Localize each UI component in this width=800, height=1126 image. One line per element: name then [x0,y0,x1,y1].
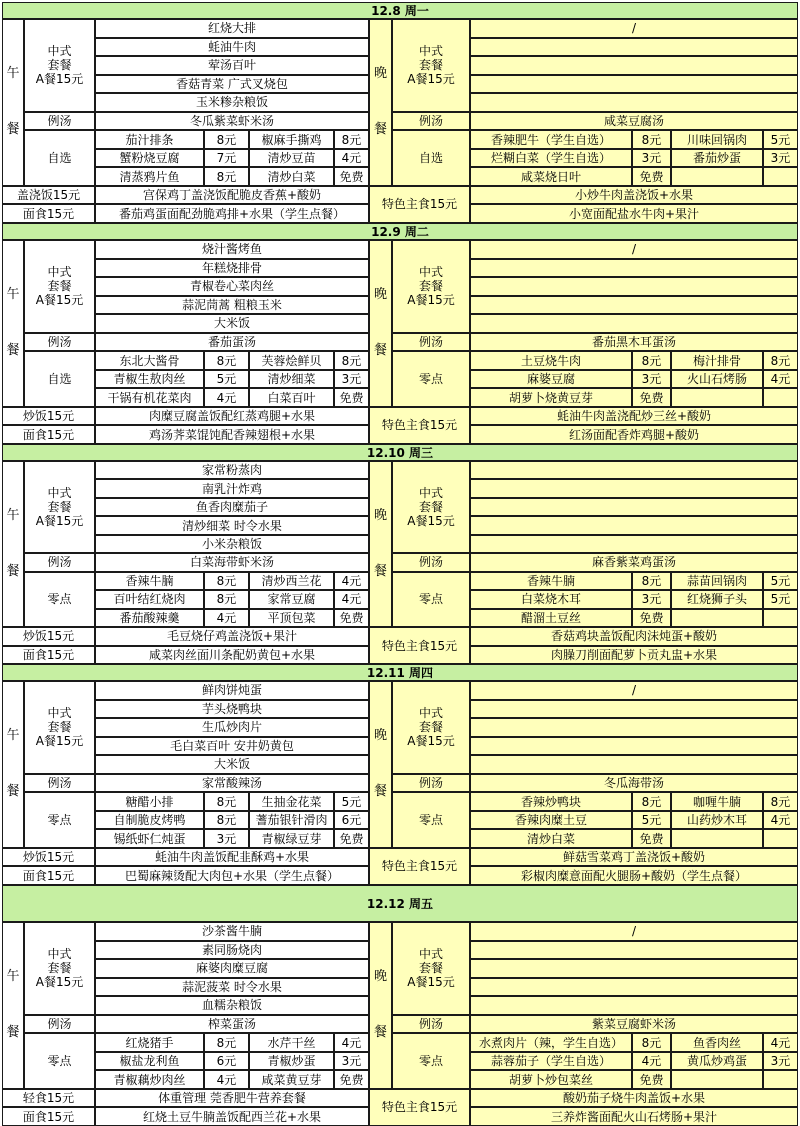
dinner-extra-name: 白菜烧木耳 [470,590,632,608]
lunch-extra-price: 8元 [334,351,369,370]
lunch-extra-name: 平顶包菜 [249,609,334,627]
dinner-extra-price: 3元 [632,590,671,608]
dinner-special-label: 特色主食15元 [369,627,470,664]
lunch-extra-name: 生抽金花菜 [249,792,334,811]
dinner-extra-price: 8元 [632,1033,671,1052]
lunch-extra-label: 零点 [24,1033,95,1089]
dinner-combo-item [470,93,798,112]
lunch-soup: 榨菜蛋汤 [95,1015,369,1034]
dinner-special-item: 肉臊刀削面配萝卜贡丸盅+水果 [470,646,798,664]
dinner-soup-label: 例汤 [392,333,470,352]
dinner-combo-item [470,38,798,57]
lunch-special-item: 鸡汤荠菜馄饨配香辣翅根+水果 [95,425,369,444]
lunch-extra-name: 百叶结红烧肉 [95,590,204,608]
lunch-combo-item: 芋头烧鸭块 [95,700,369,719]
lunch-combo-label: 中式 套餐 A餐15元 [24,19,95,112]
lunch-extra-name: 自制脆皮烤鸭 [95,811,204,830]
lunch-combo-item: 沙茶酱牛腩 [95,922,369,941]
lunch-extra-name: 番茄酸辣羹 [95,609,204,627]
dinner-extra-name: 香辣炒鸭块 [470,792,632,811]
dinner-extra-price: 5元 [763,130,798,149]
dinner-extra-price: 8元 [632,792,671,811]
dinner-combo-label: 中式 套餐 A餐15元 [392,922,470,1015]
lunch-combo-item: 素同肠烧肉 [95,941,369,960]
dinner-extra-name: 烂糊白菜（学生自选） [470,149,632,168]
lunch-label: 午 餐 [2,240,24,407]
dinner-soup: 冬瓜海带汤 [470,774,798,793]
dinner-extra-price: 4元 [763,811,798,830]
lunch-extra-name: 红烧猪手 [95,1033,204,1052]
lunch-extra-name: 青椒生敖肉丝 [95,370,204,389]
dinner-special-label: 特色主食15元 [369,407,470,444]
lunch-label: 午 餐 [2,461,24,627]
day-header: 12.10 周三 [2,444,798,461]
dinner-extra-price: 5元 [763,590,798,608]
lunch-combo-item: 鲜肉饼炖蛋 [95,681,369,700]
lunch-extra-price: 免费 [334,609,369,627]
lunch-extra-name: 清炒豆苗 [249,149,334,168]
lunch-extra-name: 椒盐龙利鱼 [95,1052,204,1071]
dinner-combo-item: / [470,681,798,700]
dinner-extra-name: 胡萝卜炒包菜丝 [470,1070,632,1089]
lunch-soup-label: 例汤 [24,553,95,571]
dinner-extra-name: 黄瓜炒鸡蛋 [671,1052,763,1071]
dinner-extra-name: 清炒白菜 [470,829,632,848]
dinner-combo-label: 中式 套餐 A餐15元 [392,681,470,774]
lunch-combo-label: 中式 套餐 A餐15元 [24,240,95,333]
lunch-extra-name: 青椒藕炒肉丝 [95,1070,204,1089]
lunch-label: 午 餐 [2,922,24,1089]
dinner-combo-item [470,755,798,774]
lunch-extra-name: 茄汁排条 [95,130,204,149]
dinner-combo-item [470,277,798,296]
dinner-extra-price: 8元 [763,792,798,811]
dinner-combo-item: / [470,240,798,259]
lunch-extra-label: 自选 [24,130,95,186]
lunch-special-item: 巴蜀麻辣烫配大肉包+水果（学生点餐） [95,866,369,885]
lunch-special-label: 炒饭15元 [2,407,95,426]
dinner-special-item: 三养炸酱面配火山石烤肠+果汁 [470,1107,798,1126]
dinner-combo-item [470,498,798,516]
dinner-extra-name [671,609,763,627]
dinner-special-label: 特色主食15元 [369,186,470,223]
lunch-extra-price: 3元 [204,829,249,848]
lunch-extra-price: 8元 [204,130,249,149]
lunch-special-item: 毛豆烧仔鸡盖浇饭+果汁 [95,627,369,645]
lunch-combo-item: 蒜泥茼蒿 粗粮玉米 [95,296,369,315]
day-header: 12.11 周四 [2,664,798,681]
lunch-combo-item: 香菇青菜 广式叉烧包 [95,75,369,94]
lunch-combo-label: 中式 套餐 A餐15元 [24,461,95,553]
lunch-label: 午 餐 [2,681,24,848]
dinner-label: 晚 餐 [369,922,392,1089]
dinner-combo-item [470,959,798,978]
lunch-combo-item: 清炒细菜 时令水果 [95,516,369,534]
lunch-combo-item: 小米杂粮饭 [95,535,369,553]
dinner-extra-price: 3元 [632,149,671,168]
lunch-special-label: 面食15元 [2,425,95,444]
lunch-extra-name: 蟹粉烧豆腐 [95,149,204,168]
lunch-special-label: 盖浇饭15元 [2,186,95,205]
dinner-extra-name: 川味回锅肉 [671,130,763,149]
lunch-combo-item: 大米饭 [95,755,369,774]
lunch-soup: 番茄蛋汤 [95,333,369,352]
lunch-extra-price: 8元 [204,792,249,811]
dinner-extra-price [763,609,798,627]
lunch-extra-name: 糖醋小排 [95,792,204,811]
lunch-combo-item: 蚝油牛肉 [95,38,369,57]
dinner-soup: 番茄黑木耳蛋汤 [470,333,798,352]
dinner-extra-price: 3元 [763,149,798,168]
lunch-extra-name: 家常豆腐 [249,590,334,608]
lunch-extra-price: 8元 [204,167,249,186]
lunch-soup-label: 例汤 [24,333,95,352]
dinner-extra-price: 8元 [632,351,671,370]
dinner-extra-name [671,829,763,848]
dinner-extra-label: 零点 [392,572,470,627]
dinner-extra-label: 零点 [392,351,470,407]
lunch-extra-name: 清炒西兰花 [249,572,334,590]
dinner-extra-price: 免费 [632,1070,671,1089]
lunch-extra-name: 清蒸鸦片鱼 [95,167,204,186]
dinner-special-item: 香菇鸡块盖饭配肉沫炖蛋+酸奶 [470,627,798,645]
dinner-label: 晚 餐 [369,461,392,627]
lunch-extra-name: 锡纸虾仁炖蛋 [95,829,204,848]
dinner-special-item: 鲜菇雪菜鸡丁盖浇饭+酸奶 [470,848,798,867]
lunch-extra-label: 零点 [24,572,95,627]
lunch-special-item: 肉糜豆腐盖饭配红蒸鸡腿+水果 [95,407,369,426]
lunch-extra-name: 蓍茄银针滑肉 [249,811,334,830]
lunch-extra-price: 6元 [334,811,369,830]
dinner-extra-price: 免费 [632,388,671,407]
lunch-soup-label: 例汤 [24,1015,95,1034]
dinner-label: 晚 餐 [369,681,392,848]
lunch-combo-item: 血糯杂粮饭 [95,996,369,1015]
lunch-extra-name: 白菜百叶 [249,388,334,407]
lunch-extra-name: 咸菜黄豆芽 [249,1070,334,1089]
dinner-combo-item [470,516,798,534]
lunch-extra-label: 自选 [24,351,95,407]
lunch-combo-item: 家常粉蒸肉 [95,461,369,479]
lunch-special-item: 宫保鸡丁盖浇饭配脆皮香蕉+酸奶 [95,186,369,205]
lunch-extra-name: 干锅有机花菜肉 [95,388,204,407]
dinner-extra-price: 5元 [632,811,671,830]
lunch-special-item: 体重管理 莞香肥牛营养套餐 [95,1089,369,1108]
dinner-extra-price: 免费 [632,829,671,848]
lunch-soup-label: 例汤 [24,774,95,793]
dinner-extra-name: 胡萝卜烧黄豆芽 [470,388,632,407]
lunch-combo-item: 鱼香肉糜茄子 [95,498,369,516]
lunch-soup: 冬瓜紫菜虾米汤 [95,112,369,131]
dinner-extra-name: 水煮肉片（辣，学生自选） [470,1033,632,1052]
dinner-label: 晚 餐 [369,19,392,186]
lunch-label: 午 餐 [2,19,24,186]
dinner-combo-item [470,737,798,756]
lunch-extra-price: 4元 [204,1070,249,1089]
dinner-extra-price: 5元 [763,572,798,590]
dinner-extra-price: 4元 [763,1033,798,1052]
lunch-special-label: 面食15元 [2,646,95,664]
dinner-extra-name: 醋溜土豆丝 [470,609,632,627]
dinner-extra-name [671,167,763,186]
dinner-extra-price: 3元 [632,370,671,389]
day-header: 12.12 周五 [2,885,798,922]
lunch-extra-price: 4元 [334,149,369,168]
lunch-extra-price: 7元 [204,149,249,168]
dinner-special-label: 特色主食15元 [369,1089,470,1126]
dinner-label: 晚 餐 [369,240,392,407]
dinner-extra-name [671,1070,763,1089]
dinner-soup-label: 例汤 [392,1015,470,1034]
lunch-special-item: 番茄鸡蛋面配劲脆鸡排+水果（学生点餐） [95,204,369,223]
lunch-extra-name: 清炒细菜 [249,370,334,389]
lunch-combo-label: 中式 套餐 A餐15元 [24,681,95,774]
dinner-extra-name: 番茄炒蛋 [671,149,763,168]
dinner-special-item: 小炒牛肉盖浇饭+水果 [470,186,798,205]
dinner-combo-item [470,314,798,333]
lunch-special-label: 面食15元 [2,1107,95,1126]
lunch-extra-price: 8元 [204,811,249,830]
dinner-soup: 麻香紫菜鸡蛋汤 [470,553,798,571]
lunch-extra-name: 水芹干丝 [249,1033,334,1052]
lunch-special-label: 炒饭15元 [2,627,95,645]
dinner-combo-item [470,296,798,315]
dinner-combo-item [470,996,798,1015]
dinner-combo-label: 中式 套餐 A餐15元 [392,461,470,553]
lunch-combo-item: 大米饭 [95,314,369,333]
dinner-combo-label: 中式 套餐 A餐15元 [392,240,470,333]
dinner-soup-label: 例汤 [392,112,470,131]
lunch-soup: 家常酸辣汤 [95,774,369,793]
lunch-combo-item: 红烧大排 [95,19,369,38]
dinner-soup-label: 例汤 [392,553,470,571]
lunch-extra-price: 8元 [204,572,249,590]
dinner-extra-price [763,167,798,186]
lunch-extra-name: 东北大酱骨 [95,351,204,370]
lunch-special-label: 面食15元 [2,866,95,885]
lunch-extra-price: 4元 [204,388,249,407]
dinner-combo-item [470,718,798,737]
dinner-extra-name: 蒜苗回锅肉 [671,572,763,590]
day-header: 12.8 周一 [2,2,798,19]
lunch-extra-name: 青椒绿豆芽 [249,829,334,848]
dinner-extra-price: 免费 [632,167,671,186]
dinner-extra-price [763,388,798,407]
dinner-extra-label: 自选 [392,130,470,186]
dinner-extra-price [763,1070,798,1089]
lunch-extra-price: 免费 [334,829,369,848]
lunch-special-label: 炒饭15元 [2,848,95,867]
dinner-combo-item: / [470,922,798,941]
lunch-extra-name: 芙蓉烩鲜贝 [249,351,334,370]
dinner-extra-name: 蒜蓉茄子（学生自选） [470,1052,632,1071]
dinner-special-item: 红汤面配香炸鸡腿+酸奶 [470,425,798,444]
lunch-extra-price: 4元 [204,609,249,627]
dinner-extra-name: 香辣肥牛（学生自选） [470,130,632,149]
lunch-extra-price: 3元 [334,370,369,389]
lunch-combo-item: 生瓜炒肉片 [95,718,369,737]
dinner-extra-name: 鱼香肉丝 [671,1033,763,1052]
dinner-extra-price: 4元 [763,370,798,389]
dinner-extra-price: 免费 [632,609,671,627]
dinner-extra-name: 咸菜烧日叶 [470,167,632,186]
lunch-special-item: 红烧土豆牛腩盖饭配西兰花+水果 [95,1107,369,1126]
dinner-combo-item [470,75,798,94]
dinner-extra-price [763,829,798,848]
dinner-extra-price: 8元 [632,572,671,590]
dinner-extra-price: 8元 [763,351,798,370]
dinner-extra-name: 香辣牛腩 [470,572,632,590]
dinner-soup: 紫菜豆腐虾米汤 [470,1015,798,1034]
lunch-extra-price: 5元 [334,792,369,811]
dinner-extra-price: 8元 [632,130,671,149]
lunch-combo-item: 毛白菜百叶 安井奶黄包 [95,737,369,756]
lunch-extra-label: 零点 [24,792,95,848]
lunch-extra-price: 免费 [334,388,369,407]
dinner-extra-name: 山药炒木耳 [671,811,763,830]
dinner-soup: 咸菜豆腐汤 [470,112,798,131]
dinner-extra-price: 4元 [632,1052,671,1071]
lunch-extra-name: 青椒炒蛋 [249,1052,334,1071]
dinner-combo-item: / [470,19,798,38]
dinner-extra-name: 红烧狮子头 [671,590,763,608]
lunch-combo-label: 中式 套餐 A餐15元 [24,922,95,1015]
lunch-extra-price: 免费 [334,167,369,186]
lunch-combo-item: 烧汁酱烤鱼 [95,240,369,259]
lunch-combo-item: 南乳汁炸鸡 [95,479,369,497]
day-header: 12.9 周二 [2,223,798,240]
dinner-extra-name: 香辣肉糜土豆 [470,811,632,830]
lunch-special-item: 咸菜肉丝面川条配奶黄包+水果 [95,646,369,664]
lunch-special-label: 面食15元 [2,204,95,223]
lunch-combo-item: 玉米糁杂粮饭 [95,93,369,112]
lunch-soup: 白菜海带虾米汤 [95,553,369,571]
lunch-extra-price: 6元 [204,1052,249,1071]
lunch-extra-price: 4元 [334,1033,369,1052]
lunch-special-item: 蚝油牛肉盖饭配韭酥鸡+水果 [95,848,369,867]
lunch-extra-price: 4元 [334,572,369,590]
dinner-special-item: 酸奶茄子烧牛肉盖饭+水果 [470,1089,798,1108]
lunch-extra-price: 免费 [334,1070,369,1089]
dinner-extra-name: 麻婆豆腐 [470,370,632,389]
dinner-special-item: 小宽面配盐水牛肉+果汁 [470,204,798,223]
dinner-special-item: 蚝油牛肉盖浇配炒三丝+酸奶 [470,407,798,426]
dinner-special-label: 特色主食15元 [369,848,470,885]
dinner-combo-item [470,535,798,553]
lunch-combo-item: 青椒卷心菜肉丝 [95,277,369,296]
dinner-combo-item [470,461,798,479]
dinner-extra-name: 土豆烧牛肉 [470,351,632,370]
lunch-special-label: 轻食15元 [2,1089,95,1108]
dinner-combo-item [470,259,798,278]
lunch-combo-item: 荤汤百叶 [95,56,369,75]
dinner-special-item: 彩椒肉糜意面配火腿肠+酸奶（学生点餐） [470,866,798,885]
lunch-combo-item: 年糕烧排骨 [95,259,369,278]
lunch-extra-name: 香辣牛腩 [95,572,204,590]
lunch-combo-item: 麻婆肉糜豆腐 [95,959,369,978]
lunch-extra-price: 8元 [204,1033,249,1052]
lunch-extra-price: 4元 [334,590,369,608]
dinner-extra-price: 3元 [763,1052,798,1071]
dinner-combo-label: 中式 套餐 A餐15元 [392,19,470,112]
lunch-extra-price: 5元 [204,370,249,389]
dinner-combo-item [470,978,798,997]
dinner-extra-name [671,388,763,407]
lunch-extra-price: 8元 [204,590,249,608]
lunch-soup-label: 例汤 [24,112,95,131]
lunch-extra-name: 清炒白菜 [249,167,334,186]
lunch-extra-price: 8元 [204,351,249,370]
dinner-combo-item [470,56,798,75]
dinner-combo-item [470,941,798,960]
dinner-combo-item [470,700,798,719]
lunch-extra-price: 8元 [334,130,369,149]
lunch-extra-name: 椒麻手撕鸡 [249,130,334,149]
dinner-soup-label: 例汤 [392,774,470,793]
dinner-extra-name: 梅汁排骨 [671,351,763,370]
dinner-extra-name: 火山石烤肠 [671,370,763,389]
dinner-combo-item [470,479,798,497]
dinner-extra-name: 咖喱牛腩 [671,792,763,811]
dinner-extra-label: 零点 [392,792,470,848]
dinner-extra-label: 零点 [392,1033,470,1089]
lunch-combo-item: 蒜泥菠菜 时令水果 [95,978,369,997]
lunch-extra-price: 3元 [334,1052,369,1071]
